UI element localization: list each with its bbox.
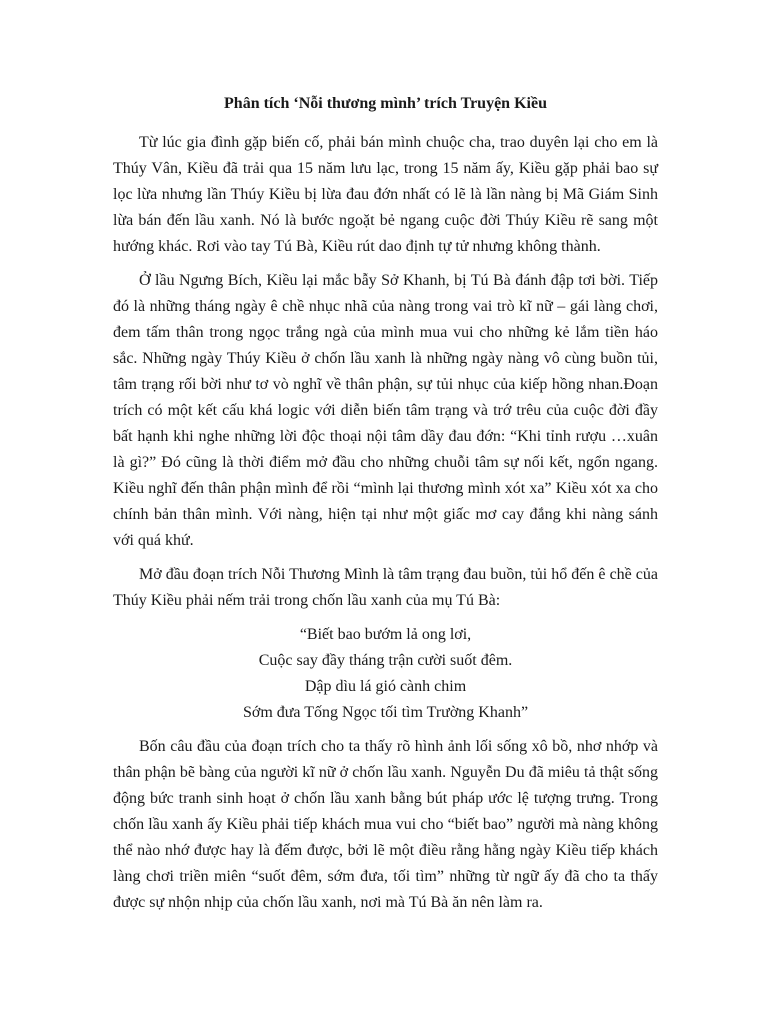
poem-line-1: “Biết bao bướm lả ong lơi, bbox=[299, 626, 472, 643]
document-title: Phân tích ‘Nỗi thương mình’ trích Truyện Kiều bbox=[224, 95, 547, 112]
paragraph-3: Mở đầu đoạn trích Nỗi Thương Mình là tâm trạng đau buồn, tủi hổ đến ê chề của Thúy Kiều phải nếm trải trong chốn lầu xanh của mụ Tú Bà: bbox=[113, 566, 658, 609]
poem-line-2: Cuộc say đầy tháng trận cười suốt đêm. bbox=[258, 652, 513, 669]
paragraph-2: Ở lầu Ngưng Bích, Kiều lại mắc bẫy Sở Khanh, bị Tú Bà đánh đập tơi bời. Tiếp đó là những tháng ngày ê chề nhục nhã của nàng trong vai trò kĩ nữ – gái làng chơi, đem tấm thân trong ngọc trắng ngà của mình mua vui cho những kẻ lắm tiền háo sắc. Những ngày Thúy Kiều ở chốn lầu xanh là những ngày nàng vô cùng buồn tủi, tâm trạng rối bời như tơ vò nghĩ về thân phận, sự tủi nhục của kiếp hồng nhan.Đoạn trích có một kết cấu khá logic với diễn biến tâm trạng và trớ trêu của cuộc đời đầy bất hạnh khi nghe những lời độc thoại nội tâm dầy đau đớn: “Khi tỉnh rượu …xuân là gì?” Đó cũng là thời điểm mở đầu cho những chuỗi tâm sự nối kết, ngổn ngang. Kiều nghĩ đến thân phận mình để rồi “mình lại thương mình xót xa” Kiều xót xa cho chính bản thân mình. Với nàng, hiện tại như một giấc mơ cay đắng khi nàng sánh với quá khứ. bbox=[113, 272, 658, 549]
poem-block bbox=[113, 622, 658, 726]
poem-line-4: Sớm đưa Tống Ngọc tối tìm Trường Khanh” bbox=[242, 704, 529, 721]
document-page bbox=[113, 92, 658, 924]
paragraph-1: Từ lúc gia đình gặp biến cố, phải bán mình chuộc cha, trao duyên lại cho em là Thúy Vân, Kiều đã trải qua 15 năm lưu lạc, trong 15 năm ấy, Kiều gặp phải bao sự lọc lừa nhưng lần Thúy Kiều bị lừa đau đớn nhất có lẽ là lần nàng bị Mã Giám Sinh lừa bán đến lầu xanh. Nó là bước ngoặt bẻ ngang cuộc đời Thúy Kiều rẽ sang một hướng khác. Rơi vào tay Tú Bà, Kiều rút dao định tự tử nhưng không thành. bbox=[113, 134, 658, 255]
paragraph-4: Bốn câu đầu của đoạn trích cho ta thấy rõ hình ảnh lối sống xô bồ, nhơ nhớp và thân phận bẽ bàng của người kĩ nữ ở chốn lầu xanh. Nguyễn Du đã miêu tả thật sống động bức tranh sinh hoạt ở chốn lầu xanh bằng bút pháp ước lệ tượng trưng. Trong chốn lầu xanh ấy Kiều phải tiếp khách mua vui cho “biết bao” người mà nàng không thể nào nhớ được hay là đếm được, bởi lẽ một điều rằng hằng ngày Kiều tiếp khách làng chơi triền miên “suốt đêm, sớm đưa, tối tìm” những từ ngữ ấy đã cho ta thấy được sự nhộn nhịp của chốn lầu xanh, nơi mà Tú Bà ăn nên làm ra. bbox=[113, 738, 658, 911]
poem-line-3: Dập dìu lá gió cành chim bbox=[304, 678, 467, 695]
